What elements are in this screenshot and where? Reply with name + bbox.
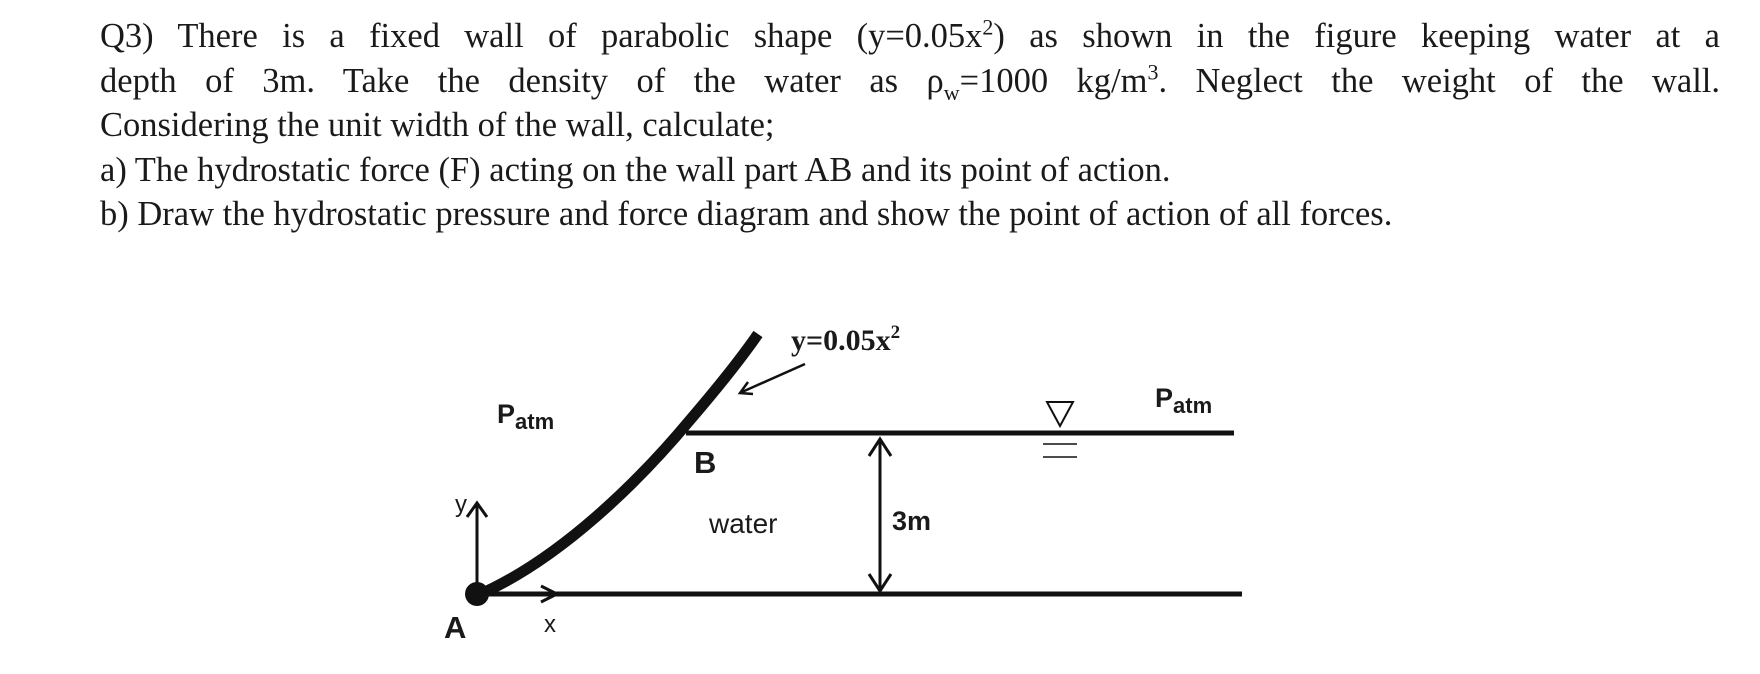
question-part-a: a) The hydrostatic force (F) acting on the wall part AB and its point of action. <box>100 150 1171 189</box>
question-line-3: Considering the unit width of the wall, calculate; <box>100 106 775 144</box>
patm-right-label: $P_{atm}$ <box>1155 383 1213 418</box>
x-axis-label: x <box>544 611 556 638</box>
point-b-label: B <box>694 445 717 480</box>
water-label: water <box>709 508 778 539</box>
question-line-2b: =1000 kg/m <box>959 61 1148 100</box>
curve-leader-arrow <box>742 364 805 392</box>
question-part-b: b) Draw the hydrostatic pressure and force diagram and show the point of action of all forces. <box>100 195 1393 233</box>
exponent-3: 3 <box>1147 59 1159 84</box>
point-a-label: A <box>444 610 467 645</box>
rho-subscript: w <box>943 79 960 105</box>
question-line-1b: ) as shown in the figure keeping water at a <box>993 17 1720 55</box>
depth-label: 3m <box>892 506 932 536</box>
patm-left-label: $P_{atm}$ <box>497 399 555 434</box>
free-surface-triangle-icon <box>1047 402 1073 426</box>
y-axis-label: y <box>455 491 467 518</box>
question-line-2a: depth of 3m. Take the density of the water as ρ <box>100 61 944 100</box>
exponent-2: 2 <box>982 14 994 40</box>
question-line-2c: . Neglect the weight of the wall. <box>1158 61 1720 100</box>
question-line-1a: Q3) There is a fixed wall of parabolic shape (y=0.05x <box>100 17 983 55</box>
curve-equation-label: $y=0.05x^2$ <box>791 322 901 357</box>
